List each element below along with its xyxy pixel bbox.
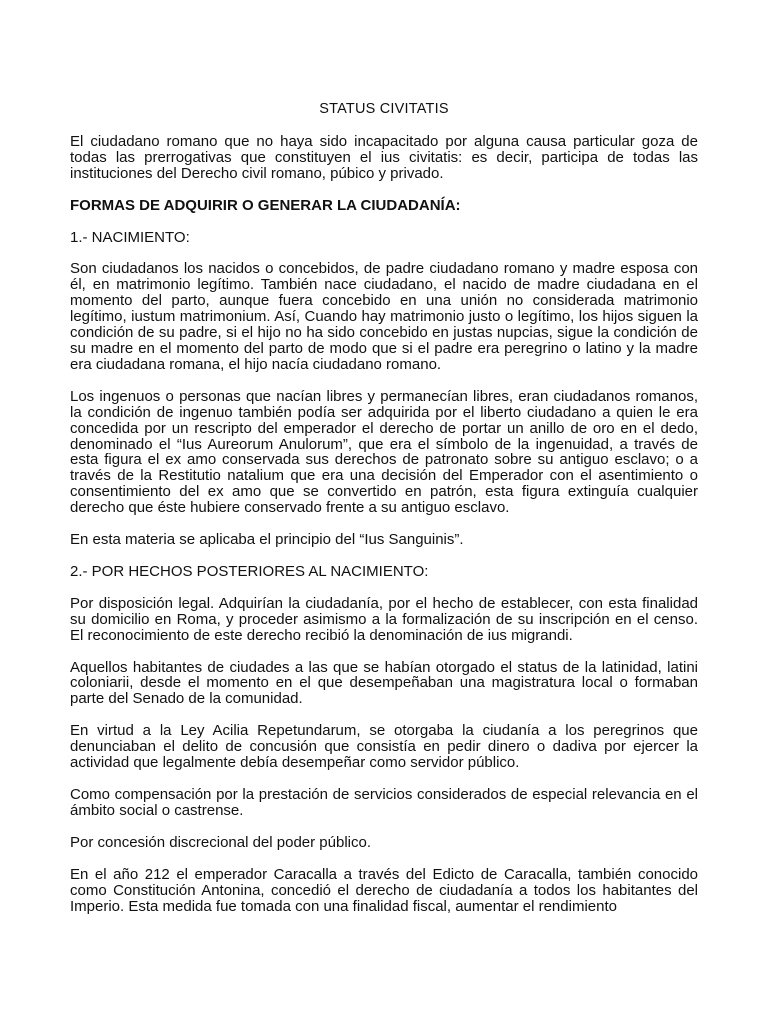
section2-paragraph-4: Como compensación por la prestación de servicios considerados de especial relevancia en el ámbito social o castrense. [70,786,698,819]
document-title: STATUS CIVITATIS [319,101,449,117]
section1-paragraph-1: Son ciudadanos los nacidos o concebidos, de padre ciudadano romano y madre esposa con él, en matrimonio legítimo. También nace ciudadano, el nacido de madre ciudadana en el momento del parto, aunque fuera concebido en una unión no considerada matrimonio legítimo, iustum matrimonium. Así, Cuando hay matrimonio justo o legítimo, los hijos siguen la condición de su padre, si el hijo no ha sido concebido en justas nupcias, sigue la condición de su madre en el momento del parto de modo que si el padre era peregrino o latino y la madre era ciudadana romana, el hijo nacía ciudadano romano. [70,260,698,373]
document-page [70,102,698,930]
section2-paragraph-1: Por disposición legal. Adquirían la ciudadanía, por el hecho de establecer, con esta finalidad su domicilio en Roma, y proceder asimismo a la formalización de su inscripción en el censo. El reconocimiento de este derecho recibió la denominación de ius migrandi. [70,594,698,644]
section2-paragraph-3: En virtud a la Ley Acilia Repetundarum, se otorgaba la ciudanía a los peregrinos que denunciaban el delito de concusión que consistía en pedir dinero o dadiva por ejercer la actividad que legalmente debía desempeñar como servidor público. [70,722,698,772]
section1-paragraph-2: Los ingenuos o personas que nacían libres y permanecían libres, eran ciudadanos romanos, la condición de ingenuo también podía ser adquirida por el liberto ciudadano a quien le era concedida por un rescripto del emperador el derecho de portar un anillo de oro en el dedo, denominado el “Ius Aureorum Anulorum”, que era el símbolo de la ingenuidad, a través de esta figura el ex amo conservada sus derechos de patronato sobre su antiguo esclavo; o a través de la Restitutio natalium que era una decisión del Emperador con el asentimiento o consentimiento del ex amo que se convertido en patrón, esta figura extinguía cualquier derecho que éste hubiere conservado frente a su antiguo esclavo. [70,387,698,517]
section1-title: 1.- NACIMIENTO: [70,228,190,246]
section2-title: 2.- POR HECHOS POSTERIORES AL NACIMIENTO: [70,562,429,580]
section1-paragraph-3: En esta materia se aplicaba el principio del “Ius Sanguinis”. [70,531,464,549]
section2-paragraph-6: En el año 212 el emperador Caracalla a través del Edicto de Caracalla, también conocido como Constitución Antonina, concedió el derecho de ciudadanía a todos los habitantes del Imperio. Esta medida fue tomada con una finalidad fiscal, aumentar el rendimiento [70,865,698,915]
section-heading: FORMAS DE ADQUIRIR O GENERAR LA CIUDADANÍA: [70,196,461,214]
intro-paragraph: El ciudadano romano que no haya sido incapacitado por alguna causa particular goza de todas las prerrogativas que constituyen el ius civitatis: es decir, participa de todas las instituciones del Derecho civil romano, púbico y privado. [70,132,698,182]
section2-paragraph-2: Aquellos habitantes de ciudades a las que se habían otorgado el status de la latinidad, latini coloniarii, desde el momento en el que desempeñaban una magistratura local o formaban parte del Senado de la comunidad. [70,658,698,708]
section2-paragraph-5: Por concesión discrecional del poder público. [70,833,372,851]
